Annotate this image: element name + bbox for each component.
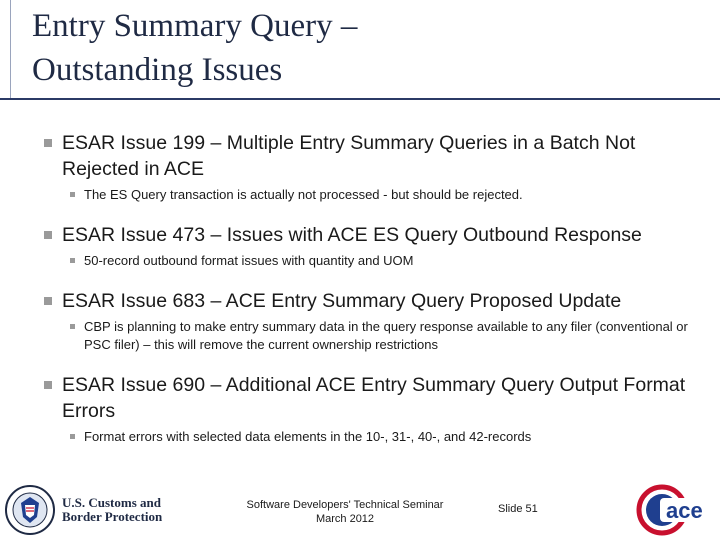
bullet-list <box>44 130 704 464</box>
list-item <box>44 288 704 354</box>
slide-number: Slide 51 <box>498 503 538 515</box>
slide-title-line1: Entry Summary Query – <box>32 8 358 44</box>
ace-logo-text: ace <box>666 498 703 523</box>
issue-title: ESAR Issue 199 – Multiple Entry Summary Queries in a Batch Not Rejected in ACE <box>62 132 636 180</box>
issue-title: ESAR Issue 690 – Additional ACE Entry Summary Query Output Format Errors <box>62 374 686 422</box>
sub-bullet-square-icon <box>70 324 75 329</box>
list-item <box>44 222 704 270</box>
bullet-square-icon <box>44 381 52 389</box>
cbp-wordmark-line2: Border Protection <box>62 509 163 524</box>
list-item <box>44 130 704 204</box>
seminar-name: Software Developers' Technical Seminar <box>246 499 444 511</box>
issue-detail: The ES Query transaction is actually not processed - but should be rejected. <box>84 187 523 202</box>
cbp-wordmark <box>62 496 162 524</box>
sub-bullet-square-icon <box>70 434 75 439</box>
issue-title: ESAR Issue 683 – ACE Entry Summary Query Proposed Update <box>62 290 622 312</box>
bullet-square-icon <box>44 139 52 147</box>
title-divider <box>0 98 720 100</box>
slide-title <box>32 4 692 92</box>
sub-bullet-square-icon <box>70 258 75 263</box>
dhs-seal-icon <box>4 484 56 536</box>
seminar-date: March 2012 <box>315 513 375 525</box>
bullet-square-icon <box>44 297 52 305</box>
slide-title-line2: Outstanding Issues <box>32 52 283 88</box>
bullet-square-icon <box>44 231 52 239</box>
issue-detail: 50-record outbound format issues with quantity and UOM <box>84 253 414 268</box>
sub-bullet-square-icon <box>70 192 75 197</box>
issue-detail: CBP is planning to make entry summary data in the query response available to any filer (conventional or PSC filer) – this will remove the current ownership restrictions <box>84 319 688 352</box>
cbp-wordmark-line1: U.S. Customs and <box>62 495 161 510</box>
title-left-accent <box>0 0 11 100</box>
footer-seminar <box>240 498 450 526</box>
list-item <box>44 372 704 446</box>
issue-title: ESAR Issue 473 – Issues with ACE ES Query Outbound Response <box>62 224 642 246</box>
issue-detail: Format errors with selected data elements in the 10-, 31-, 40-, and 42-records <box>84 429 532 444</box>
ace-logo-icon <box>636 484 716 536</box>
